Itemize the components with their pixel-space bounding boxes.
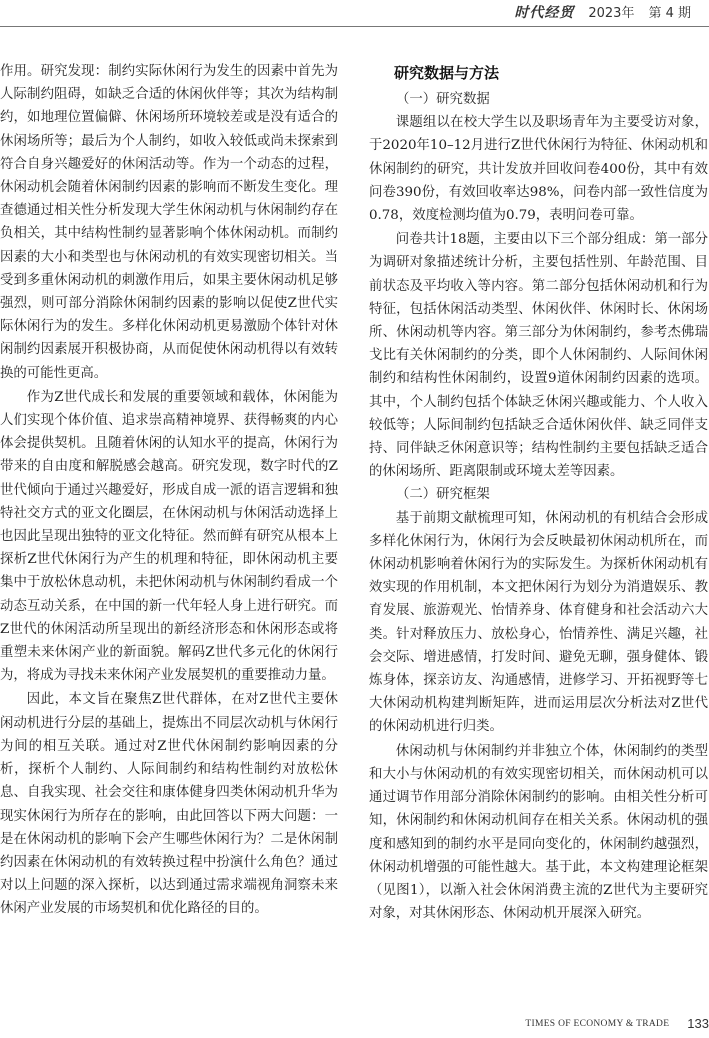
page-number: 133 — [687, 1016, 709, 1031]
subsection-title-data: （一）研究数据 — [396, 92, 490, 107]
header-issue: 第 4 期 — [648, 6, 691, 21]
footer-publication: TIMES OF ECONOMY & TRADE — [525, 1018, 670, 1029]
page-header — [0, 0, 709, 27]
subsection-title-framework: （二）研究框架 — [396, 487, 490, 503]
right-column — [369, 60, 708, 925]
header-year: 2023年 — [588, 6, 635, 21]
section-title: 研究数据与方法 — [394, 64, 500, 82]
right-paragraph-4: 休闲动机与休闲制约并非独立个体，休闲制约的类型和大小与休闲动机的有效实现密切相关，而休闲动机可以通过调节作用部分消除休闲制约的影响。由相关性分析可知，休闲制约和休闲动机间存在相关关系。休闲动机的强度和感知到的制约水平是同向变化的，休闲制约越强烈，休闲动机增强的可能性越大。基于此，本文构建理论框架（见图1），以渐入社会休闲消费主流的Z世代为主要研究对象，对其休闲形态、休闲动机开展深入研究。 — [369, 743, 708, 922]
left-paragraph-2: 作为Z世代成长和发展的重要领域和载体，休闲能为人们实现个体价值、追求崇高精神境界、获得畅爽的内心体会提供契机。且随着休闲的认知水平的提高，休闲行为带来的自由度和解脱感会越高。研究发现，数字时代的Z世代倾向于通过兴趣爱好，形成自成一派的语言逻辑和独特社交方式的亚文化圈层，在休闲动机与休闲活动选择上也因此呈现出独特的亚文化特征。然而鲜有研究从根本上探析Z世代休闲行为产生的机理和特征，即休闲动机主要集中于放松休息动机，未把休闲动机与休闲制约看成一个动态互动关系，在中国的新一代年轻人身上进行研究。而Z世代的休闲活动所呈现出的新经济形态和休闲形态或将重塑未来休闲产业的新面貌。解码Z世代多元化的休闲行为，将成为寻找未来休闲产业发展契机的重要推动力量。 — [0, 389, 338, 684]
right-paragraph-3: 基于前期文献梳理可知，休闲动机的有机结合会形成多样化休闲行为，休闲行为会反映最初休闲动机所在，而休闲动机影响着休闲行为的实际发生。为探析休闲动机有效实现的作用机制，本文把休闲行为划分为消遣娱乐、教育发展、旅游观光、怡情养身、体育健身和社会活动六大类。针对释放压力、放松身心，怡情养性、满足兴趣，社会交际、增进感情，打发时间、避免无聊，强身健体、锻炼身体，探亲访友、沟通感情，进修学习、开拓视野等七大休闲动机构建判断矩阵，进而运用层次分析法对Z世代的休闲动机进行归类。 — [369, 510, 708, 735]
left-paragraph-3: 因此，本文旨在聚焦Z世代群体，在对Z世代主要休闲动机进行分层的基础上，提炼出不同层次动机与休闲行为间的相互关联。通过对Z世代休闲制约影响因素的分析，探析个人制约、人际间制约和结构性制约对放松休息、自我实现、社会交往和康体健身四类休闲动机升华为现实休闲行为所存在的影响，由此回答以下两大问题：一是在休闲动机的影响下会产生哪些休闲行为？二是休闲制约因素在休闲动机的有效转换过程中扮演什么角色？通过对以上问题的深入探析，以达到通过需求端视角洞察未来休闲产业发展的市场契机和优化路径的目的。 — [0, 692, 338, 917]
right-paragraph-1: 课题组以在校大学生以及职场青年为主要受访对象，于2020年10–12月进行Z世代休闲行为特征、休闲动机和休闲制约的研究，共计发放并回收问卷400份，其中有效问卷390份，有效回收率达98%，问卷内部一致性信度为0.78，效度检测均值为0.79，表明问卷可靠。 — [369, 115, 708, 224]
left-column — [0, 60, 338, 921]
header-info — [514, 2, 691, 22]
left-paragraph-1: 作用。研究发现：制约实际休闲行为发生的因素中首先为人际制约阻碍，如缺乏合适的休闲伙伴等；其次为结构制约，如地理位置偏僻、休闲场所环境较差或是没有适合的休闲场所等；最后为个人制约，如收入较低或尚未探索到符合自身兴趣爱好的休闲活动等。作为一个动态的过程，休闲动机会随着休闲制约因素的影响而不断发生变化。理查德通过相关性分析发现大学生休闲动机与休闲制约存在负相关，其中结构性制约显著影响个体休闲动机。而制约因素的大小和类型也与休闲动机的有效实现密切相关。当受到多重休闲动机的刺激作用后，如果主要休闲动机足够强烈，则可部分消除休闲制约因素的影响以促使Z世代实际休闲行为的发生。多样化休闲动机更易激励个体针对休闲制约因素展开积极协商，从而促使休闲动机得以有效转换的可能性更高。 — [0, 64, 338, 381]
journal-logo: 时代经贸 — [514, 5, 575, 21]
right-paragraph-2: 问卷共计18题，主要由以下三个部分组成：第一部分为调研对象描述统计分析，主要包括性别、年龄范围、目前状态及平均收入等内容。第二部分包括休闲动机和行为特征，包括休闲活动类型、休闲伙伴、休闲时长、休闲场所、休闲动机等内容。第三部分为休闲制约，参考杰佛瑞戈比有关休闲制约的分类，即个人休闲制约、人际间休闲制约和结构性休闲制约，设置9道休闲制约因素的选项。其中，个人制约包括个体缺乏休闲兴趣或能力、个人收入较低等；人际间制约包括缺乏合适休闲伙伴、缺乏同伴支持、同伴缺乏休闲意识等；结构性制约主要包括缺乏适合的休闲场所、距离限制或环境太差等因素。 — [369, 232, 708, 480]
page-footer — [525, 1016, 709, 1031]
